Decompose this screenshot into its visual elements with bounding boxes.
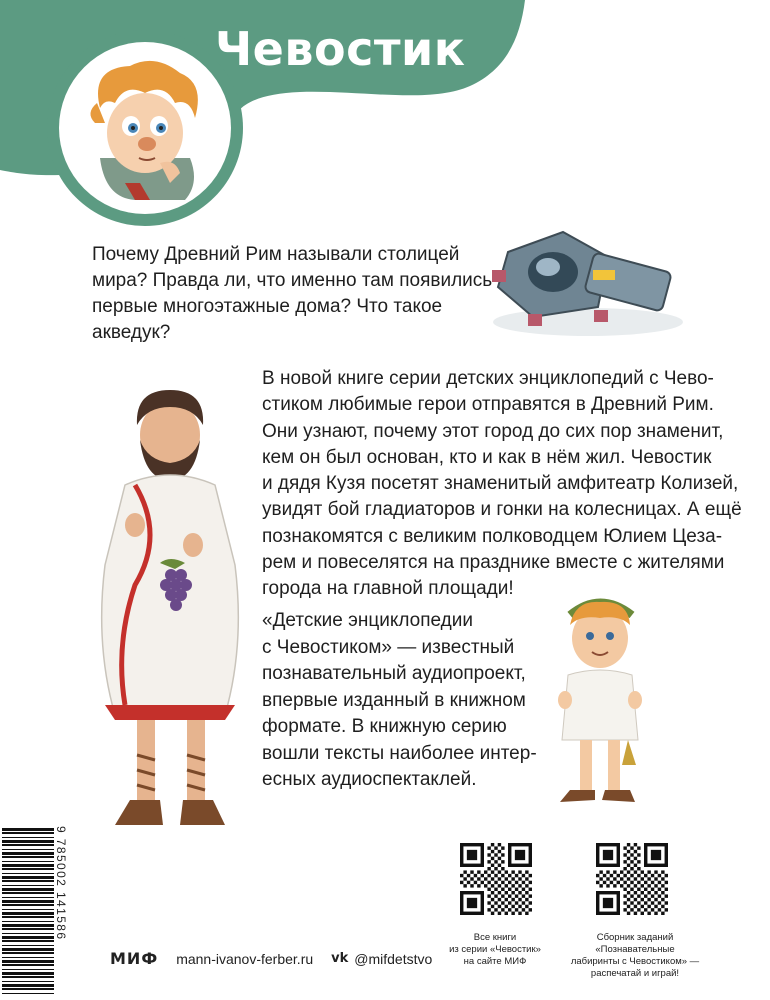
website-link[interactable]: mann-ivanov-ferber.ru [176, 950, 314, 967]
about-paragraph [262, 608, 562, 794]
footer-links [110, 949, 432, 968]
text-line: есных аудиоспектаклей. [262, 769, 477, 790]
publisher-logo: МИФ [110, 949, 159, 968]
text-line: мира? Правда ли, что именно там появились [92, 270, 493, 291]
qr-caption-tasks [560, 932, 710, 980]
text-line: акведук? [92, 322, 171, 343]
text-line: В новой книге серии детских энциклопедий с Чево- [262, 368, 714, 389]
qr-code-tasks[interactable] [596, 843, 668, 915]
text-line: вошли тексты наиболее интер- [262, 742, 537, 764]
text-line: Почему Древний Рим называли столицей [92, 244, 460, 265]
brand-title: Чевостик [215, 22, 466, 76]
time-machine-illustration [488, 222, 688, 342]
barcode [0, 826, 58, 1000]
social-handle-link[interactable]: @mifdetstvo [354, 950, 433, 967]
qr-code-books[interactable] [460, 843, 532, 915]
qr-caption-books [430, 932, 560, 968]
text-line: первые многоэтажные дома? Что такое [92, 296, 443, 317]
text-line: увидят бой гладиаторов и гонки на колесницах. А ещё [262, 499, 742, 521]
caption-line: Сборник заданий «Познавательные [595, 932, 675, 955]
text-line: познавательный аудиопроект, [262, 663, 526, 684]
text-line: «Детские энциклопедии [262, 610, 473, 631]
caption-line: из серии «Чевостик» [449, 944, 541, 955]
text-line: стиком любимые герои отправятся в Древний Рим. [262, 394, 714, 416]
caption-line: Все книги [473, 932, 517, 943]
text-line: рем и повеселятся на празднике вместе с жителями [262, 552, 725, 574]
text-line: кем он был основан, кто и как в нём жил. Чевостик [262, 446, 712, 468]
main-paragraph [262, 366, 742, 603]
caption-line: распечатай и играй! [590, 968, 680, 979]
caption-line: лабиринты с Чевостиком» — [570, 956, 700, 967]
text-line: с Чевостиком» — известный [262, 636, 515, 658]
chevostik-toga-illustration [540, 590, 660, 815]
uncle-kuzya-roman-illustration [75, 385, 265, 845]
text-line: впервые изданный в книжном [262, 689, 526, 711]
text-line: Они узнают, почему этот город до сих пор знаменит, [262, 420, 724, 442]
vk-icon: vk [331, 951, 349, 966]
text-line: города на главной площади! [262, 578, 514, 600]
intro-paragraph [92, 242, 493, 346]
text-line: формате. В книжную серию [262, 716, 507, 737]
text-line: познакомятся с великим полководцем Юлием Цеза- [262, 525, 723, 547]
text-line: и дядя Кузя посетят знаменитый амфитеатр Колизей, [262, 473, 739, 495]
caption-line: на сайте МИФ [463, 956, 527, 967]
isbn-number: 9 785002 141586 [54, 826, 68, 941]
